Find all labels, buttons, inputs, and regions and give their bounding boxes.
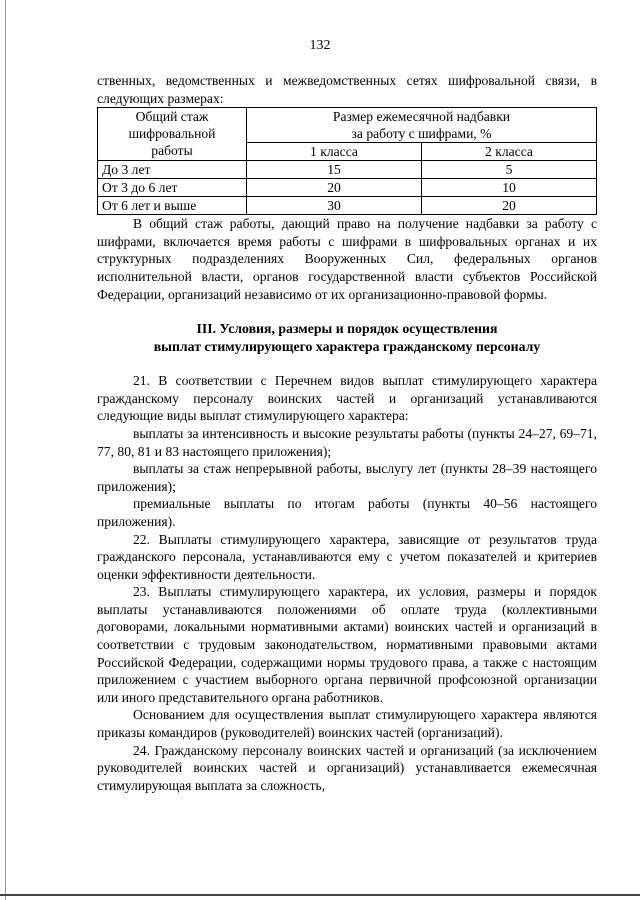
header-allowance-line1: Размер ежемесячной надбавки bbox=[332, 109, 511, 125]
row-class1-value: 20 bbox=[247, 179, 422, 197]
row-label: До 3 лет bbox=[98, 161, 247, 179]
header-experience-line1: Общий стаж bbox=[135, 109, 209, 125]
table-row bbox=[98, 179, 597, 197]
header-class2: 2 класса bbox=[421, 143, 596, 161]
row-class2-value: 10 bbox=[421, 179, 596, 197]
paragraph-21-item-b: выплаты за стаж непрерывной работы, выслугу лет (пункты 28–39 настоящего приложения); bbox=[97, 461, 597, 494]
paragraph-23-basis: Основанием для осуществления выплат стимулирующего характера являются приказы командиров (руководителей) воинских частей (организаций). bbox=[97, 707, 597, 741]
row-class1-value: 30 bbox=[247, 197, 422, 215]
section-heading bbox=[97, 320, 597, 356]
row-class2-value: 20 bbox=[421, 197, 596, 215]
table-row bbox=[98, 161, 597, 179]
scan-left-edge bbox=[5, 0, 6, 900]
page-number: 132 bbox=[309, 38, 331, 53]
paragraph-23: 23. Выплаты стимулирующего характера, их условия, размеры и порядок выплаты устанавливаются положениями об оплате труда (коллективными договорами, локальными нормативными актами) воинских частей и организаций в соответствии с трудовым законодательством, нормативными правовыми актами Российской Федерации, содержащими нормы трудового права, а также с настоящим приложением с участием выборного органа первичной профсоюзной организации или иного представительного органа работников. bbox=[97, 584, 597, 705]
experience-paragraph: В общий стаж работы, дающий право на получение надбавки за работу с шифрами, включается время работы с шифрами в шифровальных органах и их структурных подразделениях Вооруженных Сил, федеральных органов исполнительной власти, органов государственной власти субъектов Российской Федерации, организаций независимо от их организационно-правовой формы. bbox=[97, 216, 597, 302]
header-class1: 1 класса bbox=[247, 143, 422, 161]
header-allowance bbox=[247, 108, 597, 143]
row-label: От 3 до 6 лет bbox=[98, 179, 247, 197]
header-experience-line2: шифровальной bbox=[128, 126, 216, 142]
section-heading-line2: выплат стимулирующего характера гражданскому персоналу bbox=[153, 339, 541, 355]
paragraph-22: 22. Выплаты стимулирующего характера, зависящие от результатов труда гражданского персонала, устанавливаются ему с учетом показателей и критериев оценки эффективности деятельности. bbox=[97, 531, 597, 582]
paragraph-21: 21. В соответствии с Перечнем видов выплат стимулирующего характера гражданскому персоналу воинских частей и организаций устанавливаются следующие виды выплат стимулирующего характера: bbox=[97, 373, 597, 424]
intro-paragraph: ственных, ведомственных и межведомственных сетях шифровальной связи, в следующих размерах: bbox=[97, 73, 597, 106]
row-class1-value: 15 bbox=[247, 161, 422, 179]
document-body bbox=[97, 72, 597, 794]
header-experience-line3: работы bbox=[151, 143, 193, 159]
scan-bottom-edge bbox=[0, 894, 640, 896]
paragraph-21-item-a: выплаты за интенсивность и высокие результаты работы (пункты 24–27, 69–71, 77, 80, 81 и 83 настоящего приложения); bbox=[97, 425, 597, 459]
row-class2-value: 5 bbox=[421, 161, 596, 179]
allowance-table bbox=[97, 107, 597, 215]
table-header-row bbox=[98, 108, 597, 143]
header-experience bbox=[98, 108, 247, 161]
row-label: От 6 лет и выше bbox=[98, 197, 247, 215]
paragraph-24: 24. Гражданскому персоналу воинских частей и организаций (за исключением руководителей воинских частей и организаций) устанавливается ежемесячная стимулирующая выплата за сложность, bbox=[97, 742, 597, 793]
paragraph-21-item-c: премиальные выплаты по итогам работы (пункты 40–56 настоящего приложения). bbox=[97, 496, 597, 529]
section-heading-line1: III. Условия, размеры и порядок осуществления bbox=[196, 321, 498, 337]
header-allowance-line2: за работу с шифрами, % bbox=[351, 126, 492, 142]
table-row bbox=[98, 197, 597, 215]
